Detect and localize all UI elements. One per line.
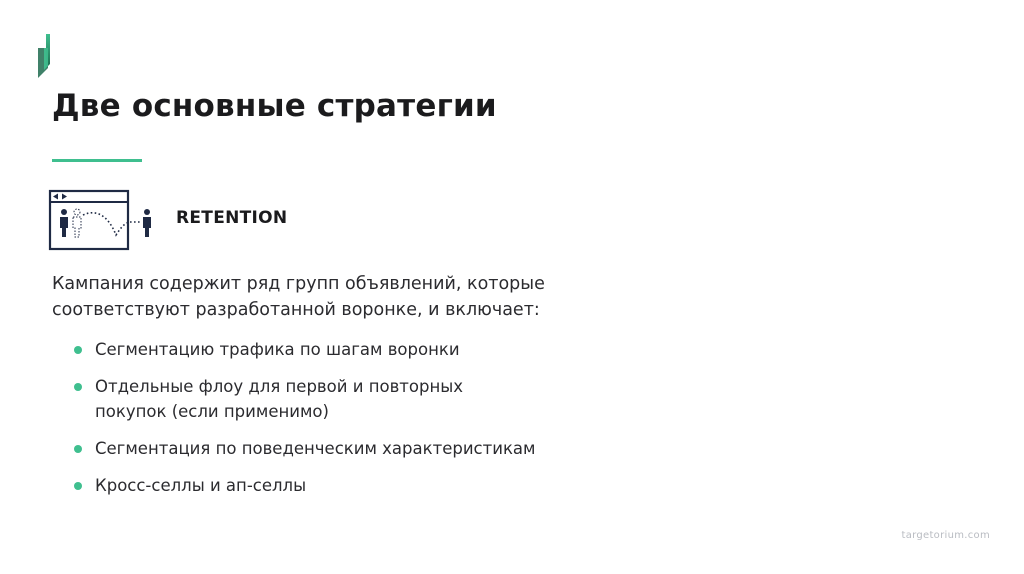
browser-retention-icon bbox=[48, 189, 158, 251]
bullet-dot-icon bbox=[74, 346, 82, 354]
bullet-dot-icon bbox=[74, 445, 82, 453]
slide-title: Две основные стратегии bbox=[52, 88, 497, 124]
bullet-dot-icon bbox=[74, 383, 82, 391]
list-item bbox=[74, 473, 634, 498]
bullet-text: Отдельные флоу для первой и повторных покупок (если применимо) bbox=[95, 377, 464, 421]
title-underline bbox=[52, 159, 142, 162]
section-label: RETENTION bbox=[176, 208, 288, 228]
intro-paragraph: Кампания содержит ряд групп объявлений, которые соответствуют разработанной воронке, и включает: bbox=[52, 274, 545, 320]
bullet-text: Сегментацию трафика по шагам воронки bbox=[95, 340, 460, 359]
bullet-list bbox=[74, 337, 634, 510]
list-item bbox=[74, 374, 515, 424]
footer-brand: targetorium.com bbox=[901, 530, 990, 541]
list-item bbox=[74, 337, 634, 362]
bullet-text: Сегментация по поведенческим характеристикам bbox=[95, 439, 536, 458]
bullet-dot-icon bbox=[74, 482, 82, 490]
brand-logo-icon bbox=[34, 34, 54, 78]
list-item bbox=[74, 436, 634, 461]
bullet-text: Кросс-селлы и ап-селлы bbox=[95, 476, 307, 495]
